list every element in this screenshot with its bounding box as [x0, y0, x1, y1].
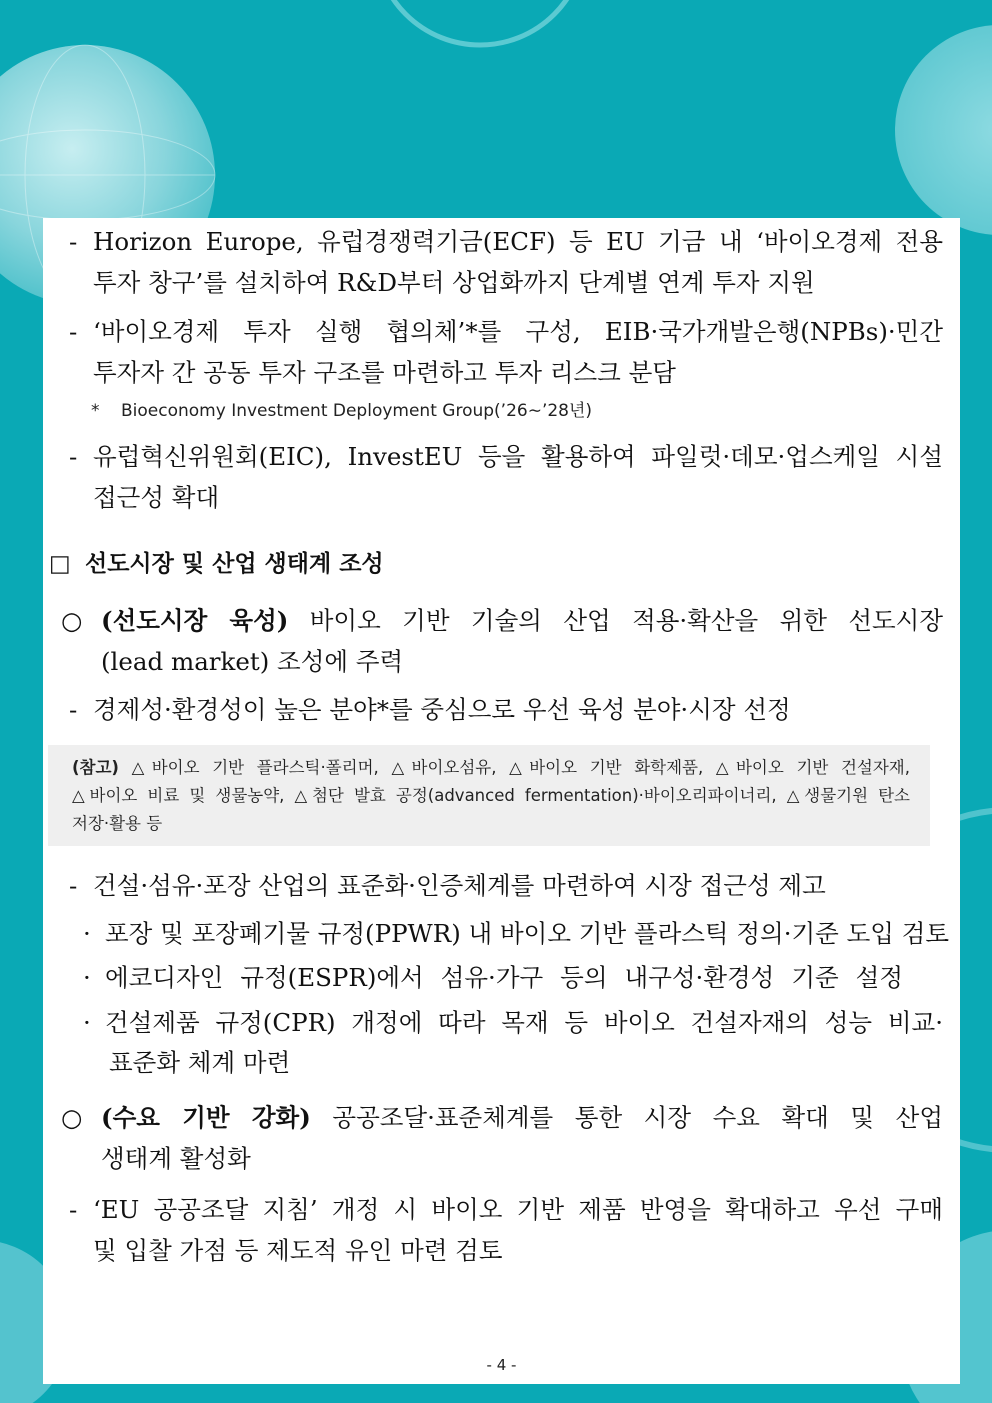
- reference-line: [72, 755, 910, 781]
- reference-line: △바이오 비료 및 생물농약, △첨단 발효 공정(advanced fermentation)·바이오리파이너리, △생물기원 탄소: [72, 786, 910, 805]
- dash-marker: -: [69, 227, 78, 256]
- paragraph-line: [101, 1101, 943, 1135]
- document-page: [43, 218, 960, 1384]
- circle-marker: ○: [61, 1103, 83, 1132]
- dot-marker: ·: [83, 919, 91, 948]
- paragraph-line: Horizon Europe, 유럽경쟁력기금(ECF) 등 EU 기금 내 ‘바이오경제 전용: [93, 227, 943, 256]
- dot-marker: ·: [83, 963, 91, 992]
- dash-marker: -: [69, 695, 78, 724]
- lead-market-text: 바이오 기반 기술의 산업 적용·확산을 위한 선도시장: [309, 606, 944, 635]
- paragraph-line: 투자 창구’를 설치하여 R&D부터 상업화까지 단계별 연계 투자 지원: [93, 268, 815, 297]
- dash-marker: -: [69, 317, 78, 346]
- demand-text: 공공조달·표준체계를 통한 시장 수요 확대 및 산업: [332, 1103, 943, 1132]
- lead-market-title: (선도시장 육성): [101, 606, 289, 635]
- paragraph-line: 에코디자인 규정(ESPR)에서 섬유·가구 등의 내구성·환경성 기준 설정: [105, 963, 903, 992]
- paragraph-line: [101, 604, 943, 638]
- paragraph-line: 접근성 확대: [93, 483, 220, 512]
- paragraph-line: 경제성·환경성이 높은 분야*를 중심으로 우선 육성 분야·시장 선정: [93, 695, 791, 724]
- footnote: Bioeconomy Investment Deployment Group(’26∼’28년): [121, 401, 593, 421]
- page-number: - 4 -: [486, 1356, 517, 1374]
- paragraph-line: 유럽혁신위원회(EIC), InvestEU 등을 활용하여 파일럿·데모·업스케일 시설: [93, 442, 943, 471]
- paragraph-line: 투자자 간 공동 투자 구조를 마련하고 투자 리스크 분담: [93, 358, 676, 387]
- paragraph-line: 생태계 활성화: [101, 1144, 251, 1173]
- heading-box-icon: □: [49, 551, 71, 577]
- reference-text: △바이오 기반 플라스틱·폴리머, △바이오섬유, △바이오 기반 화학제품, △바이오 기반 건설자재,: [131, 758, 910, 777]
- paragraph-line: 및 입찰 가점 등 제도적 유인 마련 검토: [93, 1236, 503, 1265]
- paragraph-line: 표준화 체계 마련: [109, 1048, 291, 1077]
- section-heading: 선도시장 및 산업 생태계 조성: [85, 551, 384, 577]
- reference-line: 저장·활용 등: [72, 814, 163, 833]
- paragraph-line: ‘바이오경제 투자 실행 협의체’*를 구성, EIB·국가개발은행(NPBs)·민간: [93, 317, 943, 346]
- paragraph-line: ‘EU 공공조달 지침’ 개정 시 바이오 기반 제품 반영을 확대하고 우선 구매: [93, 1195, 943, 1224]
- reference-label: (참고): [72, 758, 119, 777]
- dash-marker: -: [69, 442, 78, 471]
- dot-marker: ·: [83, 1008, 91, 1037]
- circle-marker: ○: [61, 606, 83, 635]
- paragraph-line: 건설·섬유·포장 산업의 표준화·인증체계를 마련하여 시장 접근성 제고: [93, 871, 826, 900]
- dash-marker: -: [69, 1195, 78, 1224]
- footnote-marker: *: [91, 401, 100, 421]
- paragraph-line: 건설제품 규정(CPR) 개정에 따라 목재 등 바이오 건설자재의 성능 비교·: [105, 1008, 943, 1037]
- demand-title: (수요 기반 강화): [101, 1103, 311, 1132]
- dash-marker: -: [69, 871, 78, 900]
- paragraph-line: 포장 및 포장폐기물 규정(PPWR) 내 바이오 기반 플라스틱 정의·기준 도입 검토: [105, 919, 950, 948]
- paragraph-line: (lead market) 조성에 주력: [101, 647, 404, 676]
- reference-box: [48, 745, 930, 846]
